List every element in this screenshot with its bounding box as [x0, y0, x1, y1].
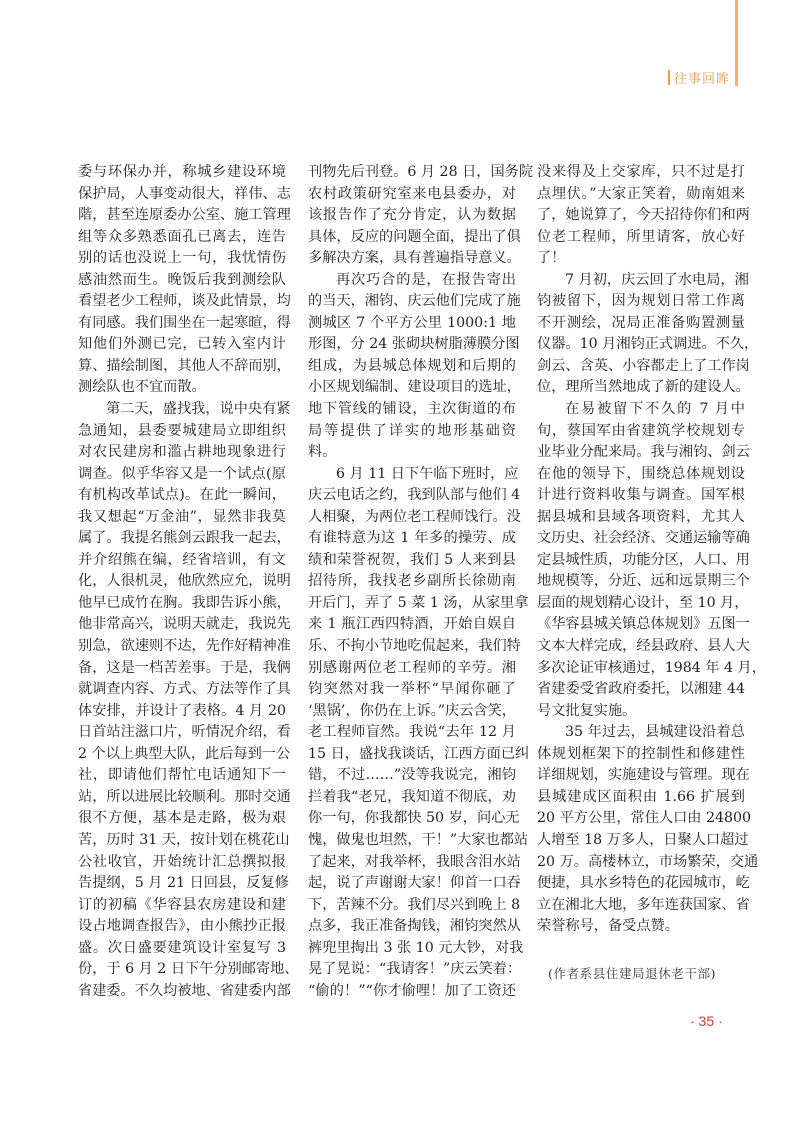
text-line: 地下管线的铺设，主次街道的布: [308, 401, 516, 418]
text-line: 该报告作了充分肯定，认为数据: [308, 207, 516, 224]
text-line: 组等众多熟悉面孔已离去，连告: [78, 228, 286, 245]
text-line: 知他们外测已完，已转入室内计: [78, 336, 286, 353]
text-line: 体规划框架下的控制性和修建性: [537, 745, 745, 762]
text-line: 号文批复实施。: [537, 702, 637, 719]
text-line: 社，即请他们帮忙电话通知下一: [78, 767, 286, 784]
text-line: 刊物先后刊登。6 月 28 日，国务院: [308, 164, 534, 180]
text-line: 他非常高兴，说明天就走，我说先: [78, 616, 291, 633]
text-line: 多解决方案，具有普遍指导意义。: [308, 250, 521, 267]
text-line: 备，这是一档苦差事。于是，我俩: [78, 659, 291, 676]
text-line: 局等提供了详实的地形基础资: [308, 422, 516, 439]
text-line: 省建委。不久均被地、省建委内部: [78, 982, 291, 999]
text-line: 业毕业分配来局。我与湘钧、剑云: [537, 444, 750, 461]
text-line: 我又想起“万金油”，显然非我莫: [78, 508, 286, 525]
text-line: 绩和荣誉祝贺，我们 5 人来到县: [308, 551, 516, 568]
text-line: 开后门，弄了 5 菜 1 汤，从家里拿: [308, 594, 529, 611]
text-line: 愧，做鬼也坦然，干！”大家也都站: [308, 831, 529, 848]
text-line: 有同感。我们围坐在一起寒暄，得: [78, 314, 291, 331]
text-line: 小区规划编制、建设项目的选址，: [308, 379, 521, 396]
text-line: 階，甚至连原委办公室、施工管理: [78, 207, 291, 224]
text-line: 算、描绘制图，其他人不辞而别，: [78, 357, 291, 374]
text-line: 他早已成竹在胸。我即告诉小熊，: [78, 594, 291, 611]
text-line: 有机构改革试点)。在此一瞬间，: [78, 487, 286, 504]
text-line: 体安排，并设计了表格。4 月 20: [78, 702, 286, 719]
text-line: 定县城性质，功能分区，人口、用: [537, 551, 750, 568]
text-line: 调查。似乎华容又是一个试点(原: [78, 465, 286, 482]
text-line: 多次论证审核通过，1984 年 4 月，: [537, 659, 766, 676]
text-line: 份，于 6 月 2 日下午分别邮寄地、: [78, 961, 299, 978]
text-line: 有谁特意为这 1 年多的操劳、成: [308, 530, 516, 547]
text-line: ‘黑锅’，你仍在上诉。”庆云含笑，: [308, 702, 516, 719]
text-line: 拦着我“老兄，我知道不彻底，劝: [308, 788, 516, 805]
text-line: 并介绍熊在编，经省培训，有文: [78, 551, 286, 568]
text-line: 人相聚，为两位老工程师饯行。没: [308, 508, 521, 525]
text-line: 层面的规划精心设计，至 10 月，: [537, 594, 749, 611]
text-line: 20 平方公里，常住人口由 24800: [537, 810, 752, 827]
text-line: 在他的领导下，围绕总体规划设: [537, 465, 745, 482]
text-line: 形图，分 24 张砌块树脂薄膜分图: [308, 336, 520, 353]
text-line: 位，理所当然地成了新的建设人。: [537, 379, 750, 396]
text-line: 下，苦辣不分。我们尽兴到晚上 8: [308, 896, 521, 913]
text-line: “偷的！”“你才偷哩！加了工资还: [308, 982, 516, 999]
text-line: 地规模等，分近、远和远景期三个: [537, 573, 750, 590]
text-line: 感油然而生。晚饭后我到测绘队: [78, 271, 286, 288]
text-line: 设占地调查报告》，由小熊抄正报: [78, 918, 286, 935]
article-column-2: [308, 162, 534, 1002]
text-line: 盛。次日盛要建筑设计室复写 3: [78, 939, 286, 956]
text-line: 省建委受省政府委托，以湘建 44: [537, 681, 745, 698]
text-line: 具体，反应的问题全面，提出了俱: [308, 228, 521, 245]
text-line: 料。: [308, 444, 337, 461]
text-line: 测城区 7 个平方公里 1000:1 地: [308, 314, 516, 331]
text-line: 日首站注滋口片，听情况介绍，看: [78, 724, 291, 741]
article-column-1: [78, 162, 299, 1002]
text-line: 人增至 18 万多人，日聚人口超过: [537, 831, 749, 848]
text-line: 在易被留下不久的 7 月中: [565, 401, 745, 418]
text-line: 点埋伏。”大家正笑着，勋南姐来: [537, 185, 745, 202]
text-line: 委与环保办并，称城乡建设环境: [78, 164, 286, 180]
text-line: 不开测绘，况局正准备购置测量: [537, 314, 745, 331]
text-line: 仪器。10 月湘钧正式调进。不久，: [537, 336, 759, 353]
text-line: 化，人很机灵，他欣然应允，说明: [78, 573, 291, 590]
text-line: 旬，蔡国军由省建筑学校规划专: [537, 422, 745, 439]
text-line: 2 个以上典型大队，此后每到一公: [78, 745, 291, 762]
text-line: 钧被留下，因为规划日常工作离: [537, 293, 745, 310]
text-line: 荣誉称号，备受点赞。: [537, 918, 679, 935]
text-line: 再次巧合的是，在报告寄出: [336, 271, 516, 288]
page-number: · 35 ·: [690, 1013, 723, 1029]
text-line: 《华容县城关镇总体规划》五图一: [537, 616, 750, 633]
text-line: 测绘队也不宜而散。: [78, 379, 206, 396]
text-line: 详细规划，实施建设与管理。现在: [537, 767, 750, 784]
text-line: 乐、不拘小节地吃侃起来，我们特: [308, 638, 521, 655]
text-line: 的当天，湘钧、庆云他们完成了施: [308, 293, 521, 310]
text-line: 立在湘北大地，多年连获国家、省: [537, 896, 750, 913]
text-line: 保护局，人事变动很大，祥伟、志: [78, 185, 291, 202]
text-line: 6 月 11 日下午临下班时，应: [336, 465, 519, 482]
text-line: 晃了晃说：“我请客！”庆云笑着：: [308, 961, 522, 978]
text-line: 文本大样完成，经县政府、县人大: [537, 638, 750, 655]
text-line: 位老工程师，所里请客，放心好: [537, 228, 745, 245]
text-line: 别的话也没说上一句，我忧情伤: [78, 250, 286, 267]
text-line: 对农民建房和滥占耕地现象进行: [78, 444, 286, 461]
text-line: 很不方便，基本是走路，极为艰: [78, 810, 286, 827]
text-line: 农村政策研究室来电县委办，对: [308, 185, 516, 202]
decorative-vertical-line: [735, 0, 738, 86]
text-line: 急通知，县委要城建局立即组织: [78, 422, 286, 439]
text-line: 没来得及上交家库，只不过是打: [537, 164, 745, 180]
text-line: 就调查内容、方式、方法等作了具: [78, 681, 291, 698]
text-line: 了，她说算了，今天招待你们和两: [537, 207, 750, 224]
text-line: 15 日，盛找我谈话，江西方面已纠: [308, 745, 530, 762]
text-line: 起，说了声谢谢大家！仰首一口吞: [308, 875, 521, 892]
text-line: 你一句，你我都快 50 岁，问心无: [308, 810, 520, 827]
text-line: 剑云、含英、小容都走上了工作岗: [537, 357, 750, 374]
author-note: (作者系县住建局退休老干部): [548, 966, 717, 981]
text-line: 据县城和县域各项资料，尤其人: [537, 508, 745, 525]
text-line: 老工程师盲然。我说“去年 12 月: [308, 724, 516, 741]
text-line: 县城建成区面积由 1.66 扩展到: [537, 788, 745, 805]
section-title: 往事回眸: [674, 71, 731, 87]
text-line: 别感谢两位老工程师的辛劳。湘: [308, 659, 516, 676]
article-column-3: [537, 162, 766, 938]
text-line: 20 万。高楼林立，市场繁荣，交通: [537, 853, 759, 870]
text-line: 便捷，具水乡特色的花园城市，屹: [537, 875, 750, 892]
text-line: 告提纲，5 月 21 日回县，反复修: [78, 875, 289, 892]
text-line: 别急，欲速则不达，先作好精神准: [78, 638, 291, 655]
text-line: 苦，历时 31 天，按计划在桃花山: [78, 831, 290, 848]
section-header: [668, 68, 730, 86]
text-line: 计进行资料收集与调查。国军根: [537, 487, 745, 504]
text-line: 了！: [537, 250, 566, 267]
text-line: 来 1 瓶江西四特酒，开始自娱自: [308, 616, 516, 633]
text-line: 组成，为县城总体规划和后期的: [308, 357, 516, 374]
text-line: 文历史、社会经济、交通运输等确: [537, 530, 750, 547]
text-line: 第二天，盛找我，说中央有紧: [106, 401, 291, 418]
text-line: 钧突然对我一举杯“早闻你砸了: [308, 681, 516, 698]
text-line: 庆云电话之约，我到队部与他们 4: [308, 487, 521, 504]
section-bar-icon: [668, 70, 670, 85]
text-line: 35 年过去，县城建设沿着总: [565, 724, 745, 741]
text-line: 招待所，我找老乡副所长徐勋南: [308, 573, 516, 590]
text-line: 错，不过……”没等我说完，湘钧: [308, 767, 516, 784]
text-line: 订的初稿《华容县农房建设和建: [78, 896, 286, 913]
text-line: 点多，我正准备掏钱，湘钧突然从: [308, 918, 521, 935]
text-line: 属了。我提名熊剑云跟我一起去，: [78, 530, 291, 547]
text-line: 看望老少工程师，谈及此情景，均: [78, 293, 291, 310]
text-line: 站，所以进展比较顺利。那时交通: [78, 788, 291, 805]
text-line: 公社收官，开始统计汇总撰拟报: [78, 853, 286, 870]
text-line: 裤兜里掏出 3 张 10 元大钞，对我: [308, 939, 524, 956]
text-line: 7 月初，庆云回了水电局，湘: [565, 271, 749, 288]
text-line: 了起来，对我举杯，我眼含泪水站: [308, 853, 521, 870]
